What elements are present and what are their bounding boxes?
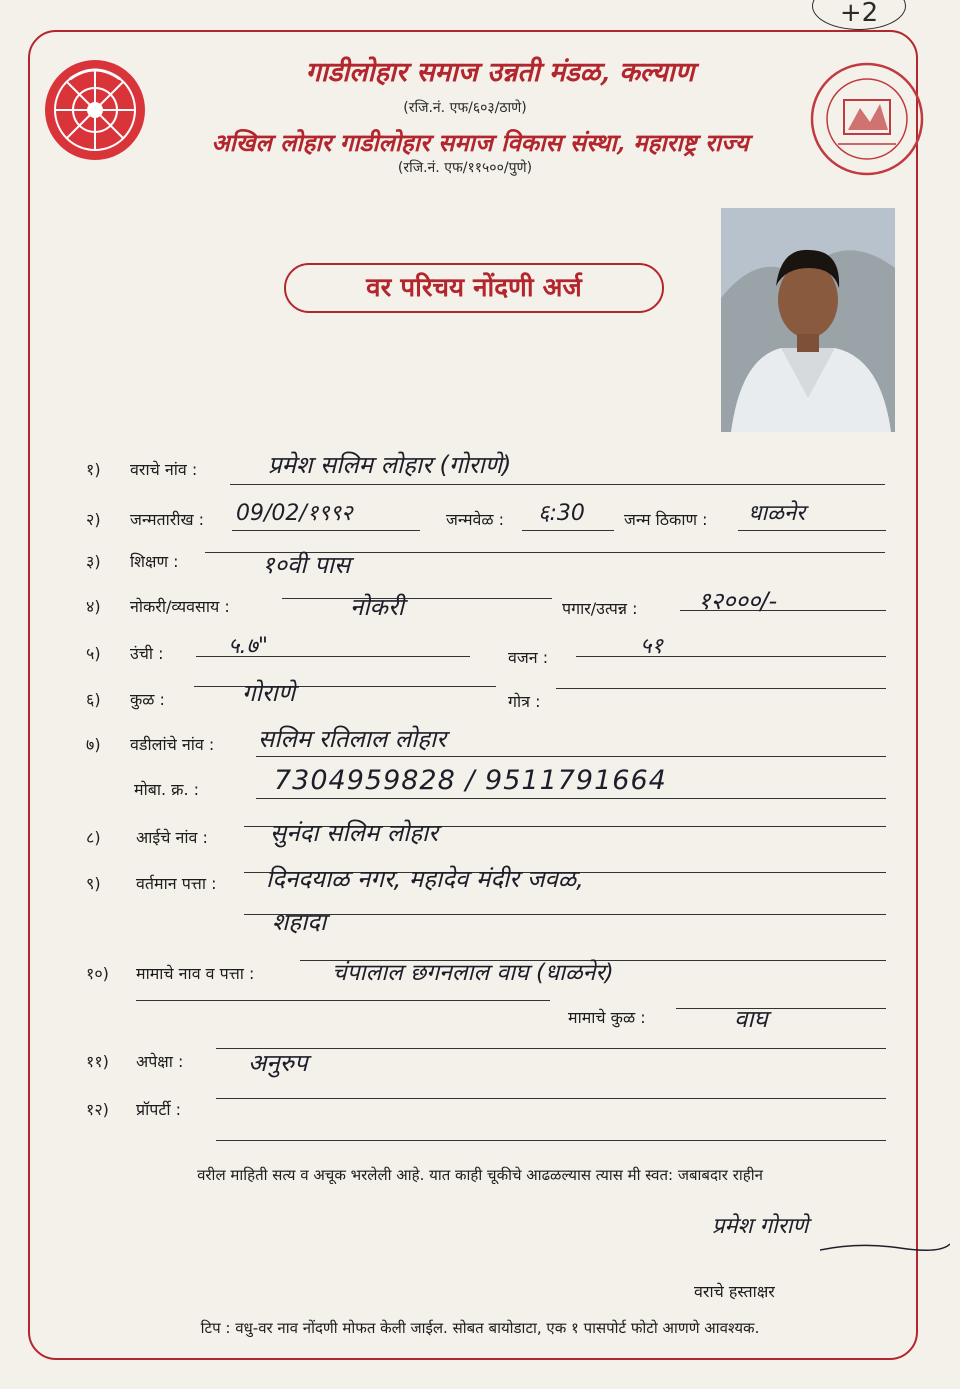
property-line-1 (216, 1098, 886, 1099)
education-label: शिक्षण : (130, 552, 179, 571)
groom-name-label: वराचे नांव : (130, 460, 198, 479)
kul-line (194, 686, 496, 687)
expectation-value: अनुरुप (248, 1049, 308, 1077)
corner-note: +2 (812, 0, 906, 30)
field-number: ८) (86, 828, 101, 847)
groom-signature: प्रमेश गोराणे (712, 1214, 809, 1239)
property-line-2 (216, 1140, 886, 1141)
field-number: ९) (86, 874, 101, 893)
field-number: १२) (86, 1100, 109, 1119)
address-line-2 (244, 914, 886, 915)
uncle-label: मामाचे नाव व पत्ता : (136, 964, 255, 983)
expectation-line (216, 1048, 886, 1049)
society-name: अखिल लोहार गाडीलोहार समाज विकास संस्था, महाराष्ट्र राज्य (211, 128, 749, 157)
height-value: ५.७" (228, 634, 268, 659)
field-number: १) (86, 460, 101, 479)
father-name-line (256, 756, 886, 757)
uncle-value: चंपालाल छगनलाल वाघ (धाळनेर) (332, 960, 614, 986)
kul-value: गोराणे (242, 679, 296, 707)
expectation-label: अपेक्षा : (136, 1052, 184, 1071)
signature-label: वराचे हस्ताक्षर (694, 1282, 775, 1301)
field-number: १०) (86, 964, 109, 983)
birth-time-value: ६:30 (538, 501, 585, 526)
education-value: १०वी पास (262, 551, 351, 579)
organization-emblem (40, 55, 150, 165)
groom-name-line (230, 484, 885, 485)
uncle-kul-value: वाघ (734, 1005, 768, 1033)
father-name-label: वडीलांचे नांव : (130, 735, 215, 754)
field-number: ७) (86, 735, 101, 754)
registration-number-1: (रजि.नं. एफ/६०३/ठाणे) (403, 100, 527, 116)
mobile-label: मोबा. क्र. : (134, 780, 200, 799)
uncle-kul-line (676, 1008, 886, 1009)
gotra-label: गोत्र : (508, 692, 541, 711)
birth-time-label: जन्मवेळ : (446, 510, 505, 529)
height-label: उंची : (130, 644, 164, 663)
field-number: ४) (86, 597, 101, 616)
passport-photo (721, 208, 895, 432)
father-name-value: सलिम रतिलाल लोहार (258, 725, 447, 753)
gotra-line (556, 688, 886, 689)
occupation-value: नोकरी (350, 593, 404, 621)
registration-number-2: (रजि.नं. एफ/११५००/पुणे) (397, 160, 533, 176)
field-number: ३) (86, 552, 101, 571)
uncle-kul-label: मामाचे कुळ : (568, 1008, 646, 1027)
mobile-value: 7304959828 / 9511791664 (274, 765, 667, 796)
signature-stroke (820, 1238, 950, 1258)
address-value-line-2: शहादा (272, 908, 327, 936)
birth-place-line (738, 530, 886, 531)
salary-value: १२०००/- (698, 587, 778, 615)
property-label: प्रॉपर्टी : (136, 1100, 182, 1119)
declaration: वरील माहिती सत्य व अचूक भरलेली आहे. यात काही चूकीचे आढळल्यास त्यास मी स्वत: जबाबदार राहीन (197, 1166, 763, 1184)
birth-place-value: धाळनेर (748, 501, 806, 526)
birth-time-line (522, 530, 614, 531)
mobile-line (256, 798, 886, 799)
address-value-line-1: दिनदयाळ नगर, महादेव मंदीर जवळ, (266, 865, 584, 893)
occupation-label: नोकरी/व्यवसाय : (130, 597, 230, 616)
organization-name: गाडीलोहार समाज उन्नती मंडळ, कल्याण (305, 57, 695, 88)
uncle-line-2 (136, 1000, 550, 1001)
field-number: ६) (86, 690, 101, 709)
address-label: वर्तमान पत्ता : (136, 874, 217, 893)
field-number: २) (86, 510, 101, 529)
field-number: ११) (86, 1052, 109, 1071)
dob-label: जन्मतारीख : (130, 510, 205, 529)
footer-tip: टिप : वधु-वर नाव नोंदणी मोफत केली जाईल. सोबत बायोडाटा, एक १ पासपोर्ट फोटो आणणे आवश्यक. (200, 1319, 760, 1337)
mother-name-label: आईचे नांव : (136, 828, 208, 847)
weight-line (576, 656, 886, 657)
dob-value: 09/02/१९९२ (236, 501, 353, 526)
weight-value: ५१ (640, 634, 663, 659)
kul-label: कुळ : (130, 690, 165, 709)
occupation-line (282, 598, 552, 599)
birth-place-label: जन्म ठिकाण : (624, 510, 708, 529)
dob-line (232, 530, 420, 531)
groom-name-value: प्रमेश सलिम लोहार (गोराणे) (268, 451, 512, 479)
mother-name-value: सुनंदा सलिम लोहार (270, 819, 439, 847)
field-number: ५) (86, 644, 101, 663)
salary-label: पगार/उत्पन्न : (562, 599, 638, 618)
weight-label: वजन : (508, 648, 549, 667)
form-title: वर परिचय नोंदणी अर्ज (284, 263, 664, 313)
